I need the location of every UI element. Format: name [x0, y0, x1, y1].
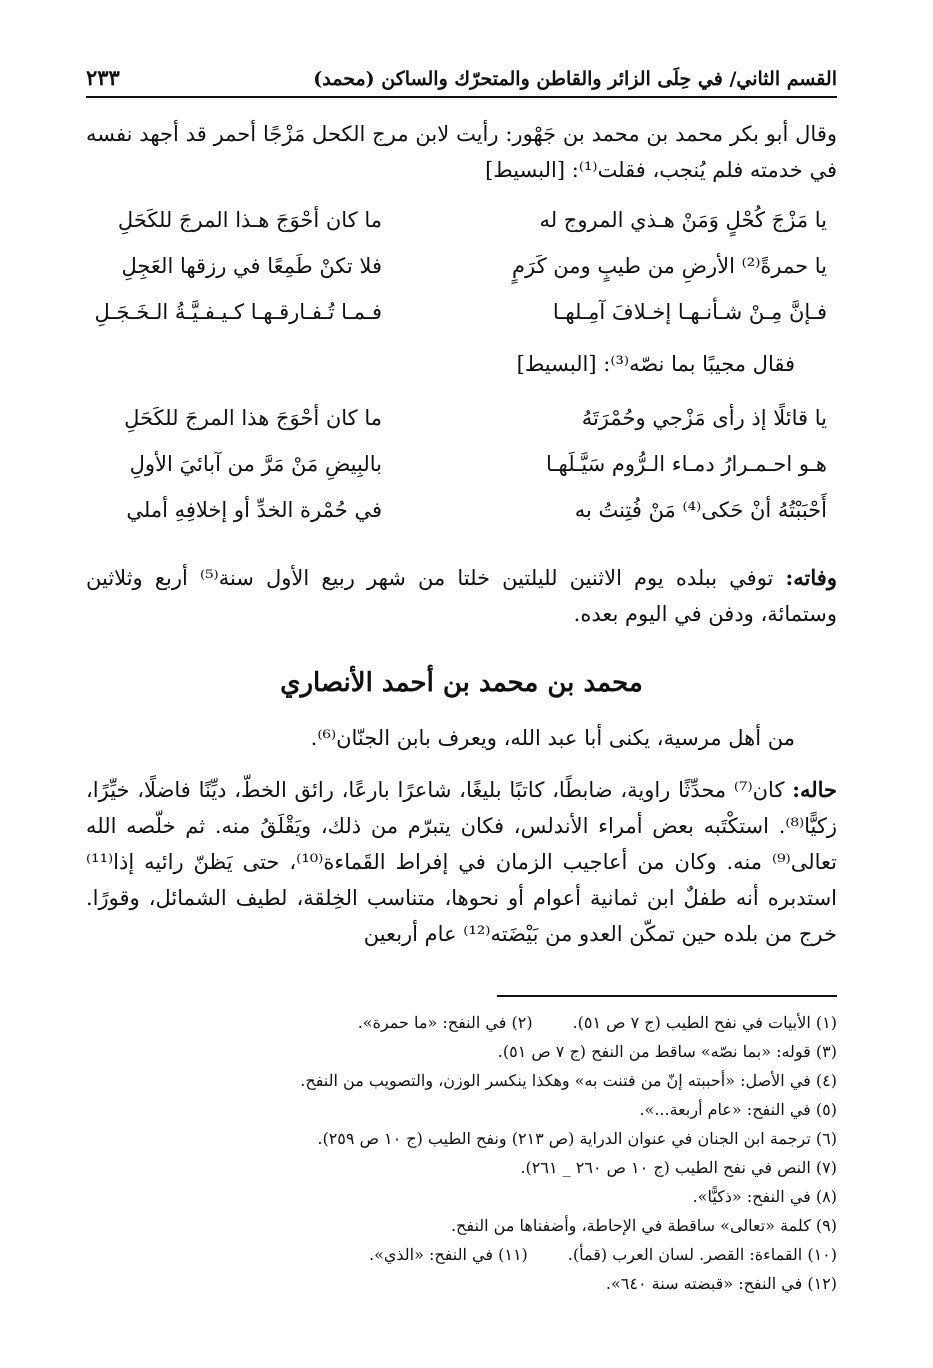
poem1-verse-2	[96, 254, 837, 300]
verse-second-hemistich: ما كان أحْوَجَ هـذا المرجَ للكَحَلِ	[117, 208, 382, 232]
footnote-1: (١) الأبيات في نفح الطيب (ج ٧ ص ٥١).	[572, 1013, 837, 1032]
header-title: القسم الثاني/ في حِلَى الزائر والقاطن والمتحرّك والساكن (محمد)	[313, 68, 837, 90]
verse-second-hemistich: فلا تكنْ طَمِعًا في رزقها العَجِلِ	[121, 254, 382, 278]
verse-second-hemistich: ما كان أحْوَجَ هذا المرجَ للكَحَلِ	[124, 406, 382, 430]
footnote-4: (٤) في الأصل: «أحببته إنّ من فتنت به» وهكذا ينكسر الوزن، والتصويب من النفح.	[300, 1071, 837, 1090]
status-label: حاله:	[792, 777, 837, 802]
verse-first-hemistich: فـإنَّ مِـنْ شـأنـهـا إخـلافَ آمِـلهـا	[552, 300, 827, 324]
page-number: ٢٣٣	[86, 65, 120, 90]
footnote-11: (١١) في النفح: «الذي».	[369, 1245, 528, 1264]
footnote-5: (٥) في النفح: «عام أربعة...».	[639, 1100, 837, 1119]
footnote-8: (٨) في النفح: «ذكيًّا».	[692, 1187, 837, 1206]
verse-first-hemistich: يا حمرةً⁽²⁾ الأرضِ من طيبٍ ومن كَرَمٍ	[512, 254, 827, 278]
poem1-verse-1	[96, 208, 837, 254]
verse-first-hemistich: يا قائلًا إذ رأى مَزْجي وحُمْرَتَهُ	[581, 406, 827, 430]
footnote-divider	[497, 995, 837, 997]
poem1-verse-3	[96, 300, 837, 346]
entry-heading: محمد بن محمد بن أحمد الأنصاري	[280, 668, 643, 698]
footnote-10: (١٠) القماءة: القصر. لسان العرب (قمأ).	[567, 1245, 837, 1264]
status-paragraph	[86, 772, 837, 952]
footnote-3: (٣) قوله: «بما نصّه» ساقط من النفح (ج ٧ ص ٥١).	[497, 1042, 837, 1061]
response-intro: فقال مجيبًا بما نصّه⁽³⁾: [البسيط]	[516, 352, 795, 376]
death-text: توفي ببلده يوم الاثنين لليلتين خلتا من شهر ربيع الأول سنة⁽⁵⁾ أربع وثلاثين وستمائة، ودفن في اليوم بعده.	[86, 566, 837, 626]
running-header	[86, 56, 837, 98]
verse-second-hemistich: في حُمْرة الخدِّ أو إخلافِهِ أملي	[126, 498, 382, 522]
footnote-6: (٦) ترجمة ابن الجنان في عنوان الدراية (ص ٢١٣) ونفح الطيب (ج ١٠ ص ٢٥٩).	[317, 1129, 837, 1148]
footnote-row	[86, 1240, 837, 1269]
intro-paragraph: وقال أبو بكر محمد بن محمد بن جَهْور: رأيت لابن مرج الكحل مَزْجًا أحمر قد أجهد نفسه في خدمته فلم يُنجب، فقلت⁽¹⁾: [البسيط]	[86, 122, 837, 182]
verse-first-hemistich: يا مَزْجَ كُحْلٍ وَمَنْ هـذي المروج له	[539, 208, 827, 232]
verse-second-hemistich: فـمـا تُـفـارقـهـا كـيـفـيَّـةُ الـخَـجَـلِ	[94, 300, 382, 324]
footnote-12: (١٢) في النفح: «قبضته سنة ٦٤٠».	[605, 1274, 837, 1293]
footnote-2: (٢) في النفح: «ما حمرة».	[357, 1013, 533, 1032]
footnote-7: (٧) النص في نفح الطيب (ج ١٠ ص ٢٦٠ _ ٢٦١).	[520, 1158, 837, 1177]
poem2-verse-1	[96, 406, 837, 452]
poem2-verse-3	[96, 498, 837, 544]
death-paragraph	[86, 560, 837, 632]
verse-first-hemistich: هـو احـمـرارُ دمـاء الـرُّوم سَيَّـلَهـا	[545, 452, 827, 476]
origin-paragraph: من أهل مرسية، يكنى أبا عبد الله، ويعرف بابن الجنّان⁽⁶⁾.	[310, 726, 795, 750]
status-text: كان⁽⁷⁾ محدِّثًا راوية، ضابطًا، كاتبًا بليغًا، شاعرًا بارعًا، رائق الخطّ، ديِّنًا فاضلًا، خيِّرًا، زكيًّا⁽⁸⁾. استكْتَبه بعض أمراء الأندلس، فكان يتبرّم من ذلك، ويَقْلَقُ منه. ثم خلّصه الله تعالى⁽⁹⁾ منه. وكان من أعاجيب الزمان في إفراط القَماءة⁽¹⁰⁾، حتى يَظنّ رائيه إذا⁽¹¹⁾ استدبره أنه طفلٌ ابن ثمانية أعوام أو نحوها، متناسب الخِلقة، لطيف الشمائل، وقورًا. خرج من بلده حين تمكّن العدو من بَيْضَته⁽¹²⁾ عام أربعين	[86, 778, 837, 946]
poem2-verse-2	[96, 452, 837, 498]
footnotes	[86, 1008, 837, 1298]
verse-first-hemistich: أَحْبَبْتُهُ أنْ حَكى⁽⁴⁾ مَنْ فُتِنتُ به	[574, 498, 827, 522]
footnote-row	[86, 1008, 837, 1037]
death-label: وفاته:	[785, 565, 837, 590]
verse-second-hemistich: بالبِيضِ مَنْ مَرَّ من آبائيَ الأولِ	[129, 452, 382, 476]
footnote-9: (٩) كلمة «تعالى» ساقطة في الإحاطة، وأضفناها من النفح.	[450, 1216, 837, 1235]
